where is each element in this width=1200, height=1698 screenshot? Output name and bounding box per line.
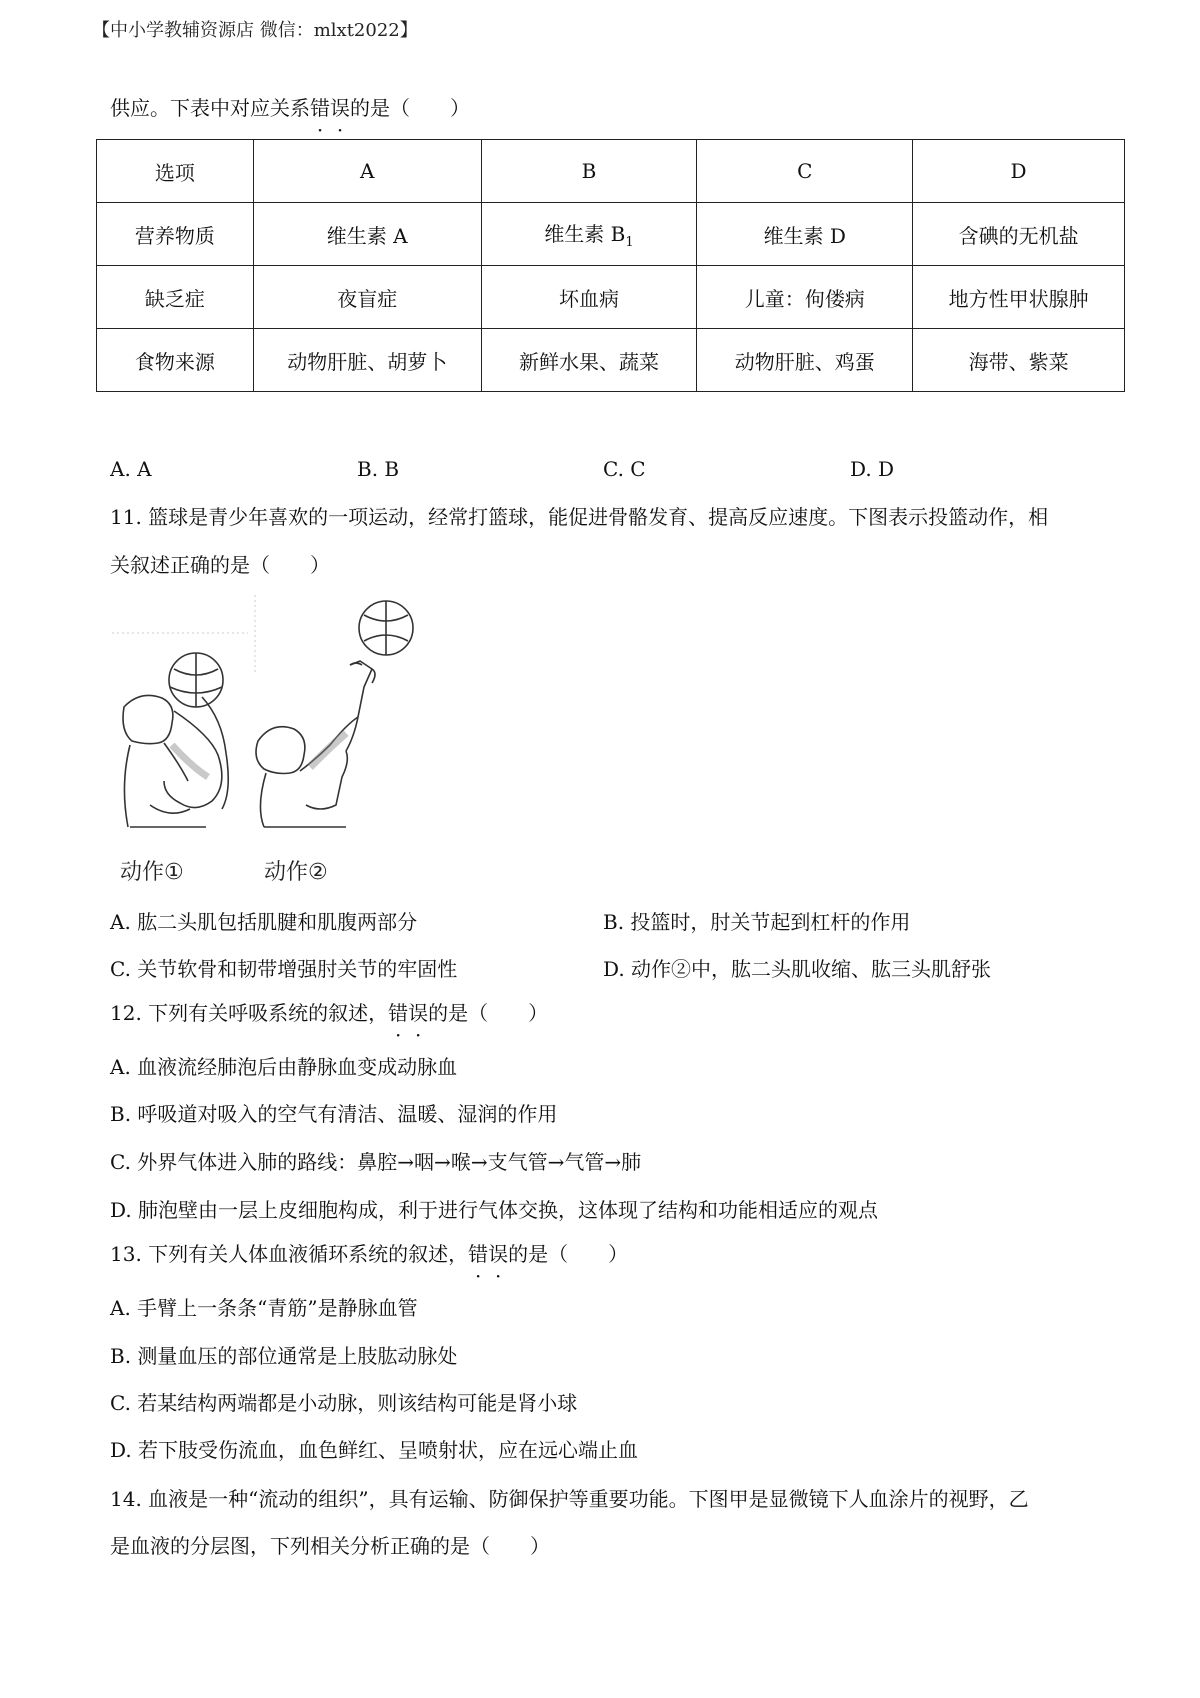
q13-option-a[interactable]: A. 手臂上一条条“青筋”是静脉血管 bbox=[110, 1296, 418, 1320]
q13-option-c[interactable]: C. 若某结构两端都是小动脉，则该结构可能是肾小球 bbox=[110, 1391, 578, 1415]
table-header-row bbox=[97, 140, 1125, 203]
emphasis-char: 误 bbox=[330, 96, 350, 120]
table-cell: 新鲜水果、蔬菜 bbox=[481, 329, 697, 392]
table-cell: 地方性甲状腺肿 bbox=[913, 266, 1125, 329]
q12-option-b[interactable]: B. 呼吸道对吸入的空气有清洁、温暖、湿润的作用 bbox=[110, 1102, 558, 1126]
q11-option-b[interactable]: B. 投篮时，肘关节起到杠杆的作用 bbox=[603, 910, 911, 934]
table-cell: 选项 bbox=[97, 140, 254, 203]
q11-option-a[interactable]: A. 肱二头肌包括肌腱和肌腹两部分 bbox=[110, 910, 418, 934]
emphasis-char: 错 bbox=[388, 1001, 409, 1025]
option-a[interactable]: A. A bbox=[110, 457, 152, 481]
q11-stem-line2: 关叙述正确的是（ ） bbox=[110, 553, 330, 577]
q11-option-d[interactable]: D. 动作②中，肱二头肌收缩、肱三头肌舒张 bbox=[603, 957, 992, 981]
table-cell: 动物肝脏、鸡蛋 bbox=[697, 329, 913, 392]
q12-stem: 12. 下列有关呼吸系统的叙述，错误的是（ ） bbox=[110, 1001, 549, 1025]
table-cell: 坏血病 bbox=[481, 266, 697, 329]
emphasis-char: 误 bbox=[488, 1242, 509, 1266]
option-d[interactable]: D. D bbox=[850, 457, 895, 481]
caption-action-1: 动作① bbox=[120, 860, 184, 885]
q11-option-c[interactable]: C. 关节软骨和韧带增强肘关节的牢固性 bbox=[110, 957, 458, 981]
table-cell: A bbox=[253, 140, 481, 203]
action-2-figure bbox=[256, 601, 413, 827]
action-1-figure bbox=[123, 653, 228, 827]
page-header: 【中小学教辅资源店 微信：mlxt2022】 bbox=[92, 20, 418, 41]
table-cell: 海带、紫菜 bbox=[913, 329, 1125, 392]
table-cell: D bbox=[913, 140, 1125, 203]
q13-stem: 13. 下列有关人体血液循环系统的叙述，错误的是（ ） bbox=[110, 1242, 629, 1266]
q14-stem-line2: 是血液的分层图，下列相关分析正确的是（ ） bbox=[110, 1534, 550, 1558]
q13-option-d[interactable]: D. 若下肢受伤流血，血色鲜红、呈喷射状，应在远心端止血 bbox=[110, 1438, 639, 1462]
table-row bbox=[97, 266, 1125, 329]
table-row bbox=[97, 203, 1125, 266]
table-cell: 夜盲症 bbox=[253, 266, 481, 329]
table-row bbox=[97, 329, 1125, 392]
caption-action-2: 动作② bbox=[264, 860, 328, 885]
option-c[interactable]: C. C bbox=[603, 457, 646, 481]
table-cell: 食物来源 bbox=[97, 329, 254, 392]
shooting-illustration bbox=[110, 595, 430, 895]
vitamin-table bbox=[96, 139, 1125, 392]
option-b[interactable]: B. B bbox=[357, 457, 400, 481]
subscript: 1 bbox=[625, 235, 634, 250]
emphasis-char: 误 bbox=[408, 1001, 429, 1025]
table-cell: C bbox=[697, 140, 913, 203]
table-cell: 维生素 A bbox=[253, 203, 481, 266]
table-cell: 维生素 $B_1$ bbox=[481, 203, 697, 266]
table-cell: 营养物质 bbox=[97, 203, 254, 266]
table-cell: 含碘的无机盐 bbox=[913, 203, 1125, 266]
q11-stem-line1: 11. 篮球是青少年喜欢的一项运动，经常打篮球，能促进骨骼发育、提高反应速度。下图表示投篮动作，相 bbox=[110, 505, 1049, 529]
q12-option-c[interactable]: C. 外界气体进入肺的路线：鼻腔→咽→喉→支气管→气管→肺 bbox=[110, 1150, 642, 1174]
q10-stem: 供应。下表中对应关系错误的是（ ） bbox=[110, 96, 470, 120]
table-cell: 儿童：佝偻病 bbox=[697, 266, 913, 329]
table-cell: 维生素 D bbox=[697, 203, 913, 266]
table-cell: B bbox=[481, 140, 697, 203]
table-cell: 缺乏症 bbox=[97, 266, 254, 329]
q12-option-a[interactable]: A. 血液流经肺泡后由静脉血变成动脉血 bbox=[110, 1055, 458, 1079]
q12-option-d[interactable]: D. 肺泡壁由一层上皮细胞构成，利于进行气体交换，这体现了结构和功能相适应的观点 bbox=[110, 1198, 879, 1222]
table-cell: 动物肝脏、胡萝卜 bbox=[253, 329, 481, 392]
q14-stem-line1: 14. 血液是一种“流动的组织”，具有运输、防御保护等重要功能。下图甲是显微镜下人血涂片的视野，乙 bbox=[110, 1487, 1029, 1511]
q13-option-b[interactable]: B. 测量血压的部位通常是上肢肱动脉处 bbox=[110, 1344, 458, 1368]
emphasis-char: 错 bbox=[310, 96, 330, 120]
emphasis-char: 错 bbox=[468, 1242, 489, 1266]
basketball-figure bbox=[110, 595, 430, 895]
